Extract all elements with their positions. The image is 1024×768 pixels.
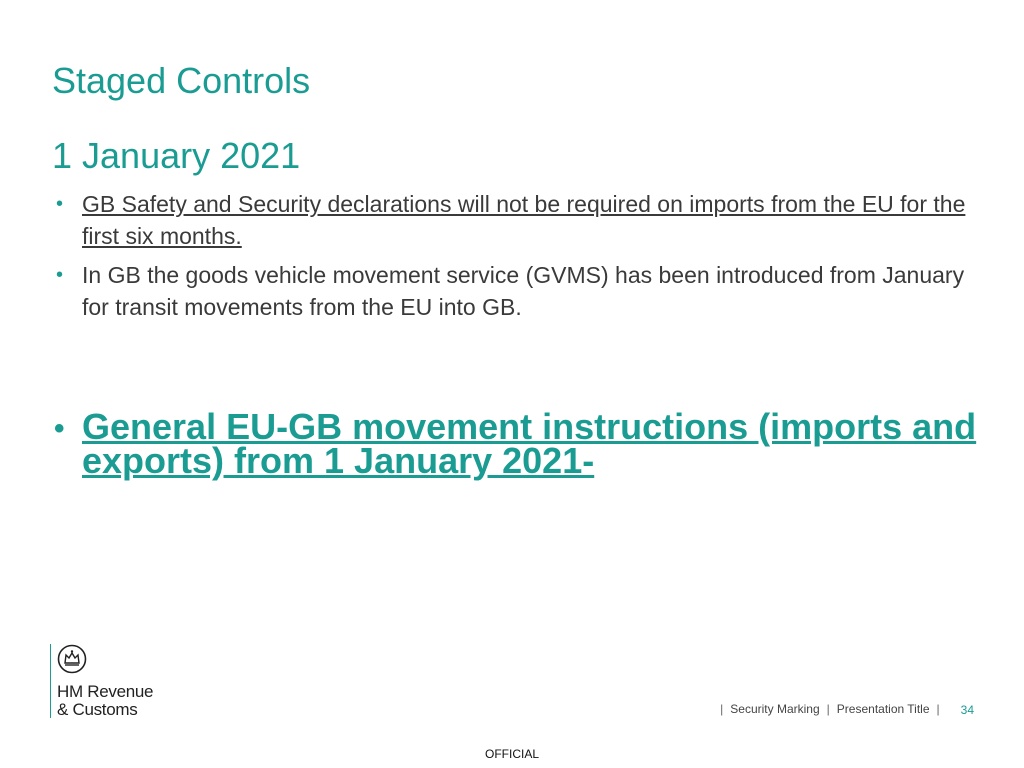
security-classification: OFFICIAL bbox=[484, 747, 539, 761]
footer-security-marking: Security Marking bbox=[730, 702, 820, 716]
logo-line-1: HM Revenue bbox=[57, 682, 154, 701]
logo-line-2: & Customs bbox=[57, 700, 138, 719]
slide-subtitle: 1 January 2021 bbox=[52, 135, 301, 176]
movement-instructions-text[interactable]: General EU-GB movement instructions (imports and exports) from 1 January 2021- bbox=[82, 406, 977, 481]
slide-title: Staged Controls bbox=[52, 60, 311, 101]
bullet-item-gvms bbox=[52, 259, 982, 323]
footer-separator: | bbox=[826, 702, 830, 716]
bullet-item-safety-security[interactable] bbox=[52, 188, 982, 252]
footer-separator: | bbox=[936, 702, 940, 716]
footer-separator: | bbox=[720, 702, 724, 716]
bullet-text: In GB the goods vehicle movement service (GVMS) has been introduced from January for transit movements from the EU into GB. bbox=[82, 262, 965, 320]
bullet-dot-icon: • bbox=[54, 412, 65, 445]
bullet-link-text[interactable]: GB Safety and Security declarations will not be required on imports from the EU for the first six months. bbox=[82, 191, 966, 249]
slide-footer bbox=[713, 702, 974, 716]
crown-crest-icon bbox=[57, 644, 87, 674]
footer-presentation-title: Presentation Title bbox=[836, 702, 930, 716]
bullet-dot-icon: • bbox=[56, 193, 64, 215]
bullet-dot-icon: • bbox=[56, 264, 64, 286]
bullet-list bbox=[52, 188, 982, 330]
hmrc-logo bbox=[50, 644, 153, 718]
page-number: 34 bbox=[960, 703, 974, 717]
movement-instructions-link[interactable] bbox=[52, 406, 982, 481]
